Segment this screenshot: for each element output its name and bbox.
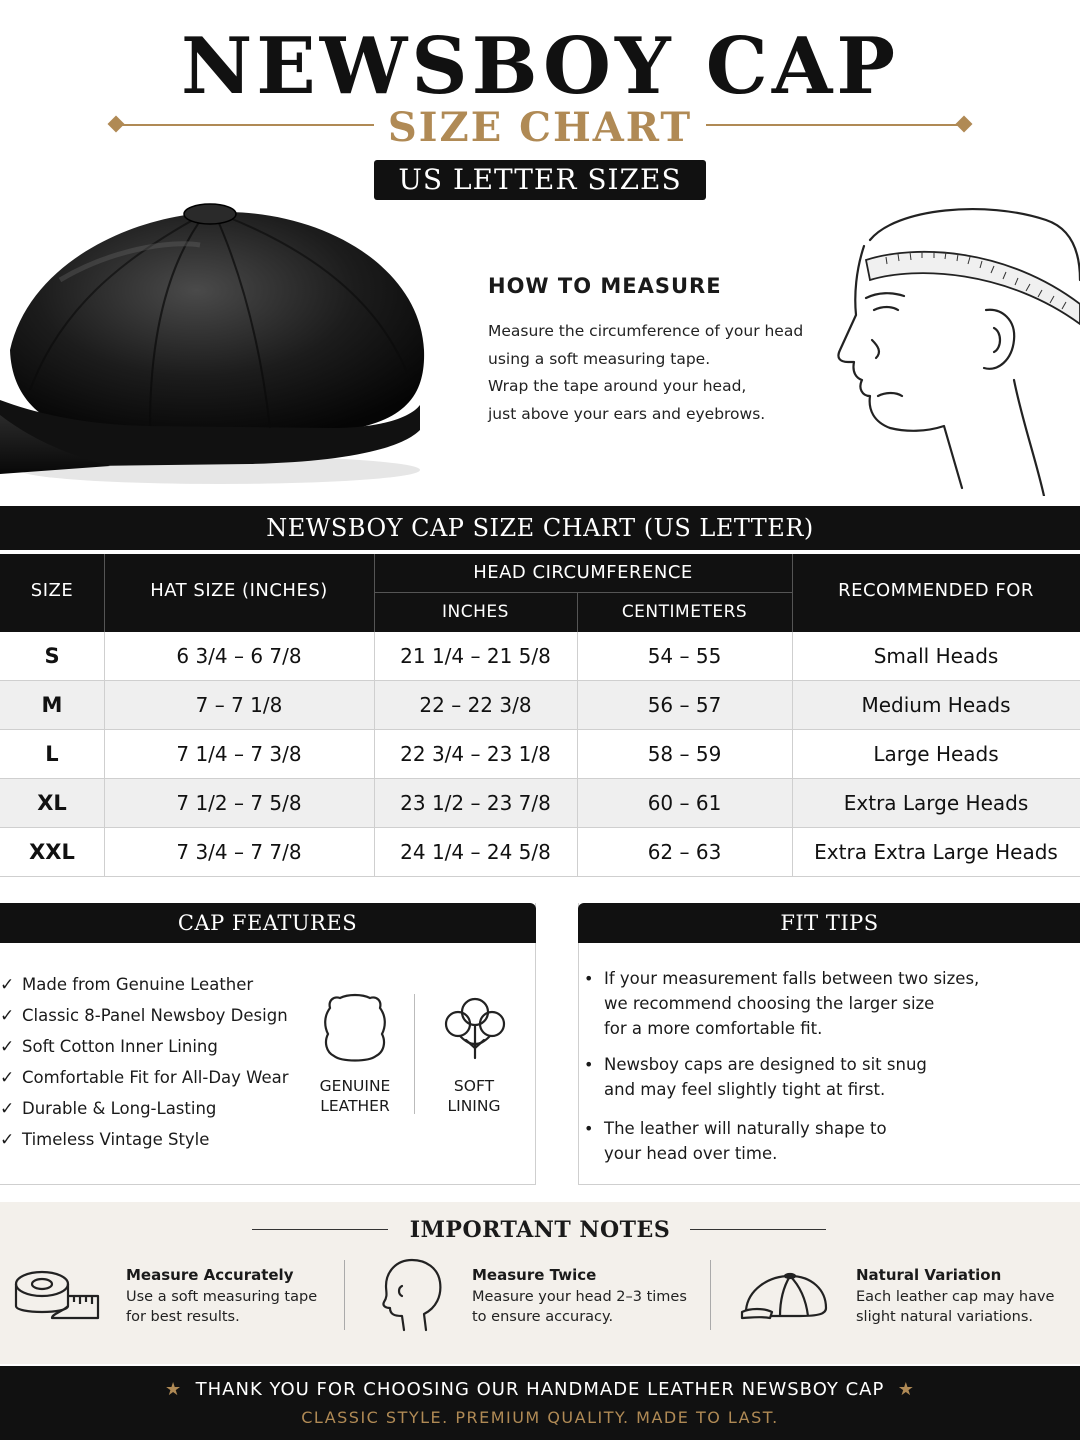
page-subtitle: SIZE CHART (387, 104, 693, 151)
note-text (472, 1287, 687, 1327)
column-divider (104, 779, 105, 828)
size-chart-title: NEWSBOY CAP SIZE CHART (US LETTER) (0, 506, 1080, 550)
tip-line: If your measurement falls between two sizes, (604, 969, 980, 988)
list-item (0, 1063, 310, 1093)
icon-label-line: LEATHER (320, 1097, 390, 1115)
table-row (0, 681, 1080, 730)
cell-centimeters: 62 – 63 (647, 840, 722, 864)
notes-divider (344, 1260, 345, 1330)
column-divider (104, 730, 105, 779)
icon-label-line: GENUINE (319, 1077, 391, 1095)
cell-centimeters: 58 – 59 (647, 742, 722, 766)
tip-line: and may feel slightly tight at first. (604, 1080, 886, 1099)
size-system-badge: US LETTER SIZES (374, 160, 706, 200)
measure-line: using a soft measuring tape. (488, 349, 711, 368)
cell-size: XL (37, 791, 67, 815)
column-header-centimeters: CENTIMETERS (621, 602, 748, 622)
column-divider (104, 828, 105, 877)
notes-right-rule (690, 1229, 826, 1230)
column-divider (577, 730, 578, 779)
fit-tip (584, 966, 1014, 1041)
column-divider (104, 681, 105, 730)
leather-hide-icon (320, 992, 390, 1064)
note-line: for best results. (126, 1309, 240, 1325)
icon-label-line: LINING (447, 1097, 501, 1115)
column-divider (374, 632, 375, 681)
soft-lining-label (414, 1076, 534, 1116)
feature-text: Durable & Long-Lasting (22, 1099, 217, 1118)
feature-text: Classic 8-Panel Newsboy Design (22, 1006, 288, 1025)
footer-thank-you (0, 1376, 1080, 1404)
important-notes-title: IMPORTANT NOTES (409, 1217, 671, 1243)
star-icon: ★ (897, 1379, 915, 1400)
cell-recommended: Small Heads (873, 644, 999, 668)
cell-inches: 22 3/4 – 23 1/8 (400, 742, 551, 766)
tip-line: your head over time. (604, 1144, 778, 1163)
list-item (0, 1094, 310, 1124)
cell-size: M (41, 693, 63, 717)
tip-line: for a more comfortable fit. (604, 1019, 823, 1038)
column-header-hat-size: HAT SIZE (INCHES) (150, 580, 328, 601)
bullet-icon: • (584, 969, 594, 988)
tip-line: Newsboy caps are designed to sit snug (604, 1055, 927, 1074)
cotton-flower-icon (440, 992, 510, 1064)
column-header-head-circumference: HEAD CIRCUMFERENCE (473, 562, 693, 583)
check-icon: ✓ (0, 1130, 15, 1150)
column-divider (792, 730, 793, 779)
column-divider (792, 632, 793, 681)
note-line: Use a soft measuring tape (126, 1289, 318, 1305)
footer-tagline: CLASSIC STYLE. PREMIUM QUALITY. MADE TO LAST. (301, 1408, 779, 1427)
check-icon: ✓ (0, 1037, 15, 1057)
table-row (0, 779, 1080, 828)
head-measuring-illustration (826, 200, 1080, 496)
cell-size: S (44, 644, 60, 668)
note-line: Each leather cap may have (856, 1289, 1055, 1305)
column-divider (577, 681, 578, 730)
note-text (126, 1287, 317, 1327)
bullet-icon: • (584, 1119, 594, 1138)
cell-centimeters: 54 – 55 (647, 644, 722, 668)
fit-tip (584, 1052, 1014, 1102)
subheader-divider (374, 592, 792, 593)
how-to-measure-title: HOW TO MEASURE (488, 274, 722, 298)
column-divider (792, 681, 793, 730)
cap-features-title: CAP FEATURES (0, 903, 536, 943)
cell-hat-size: 7 – 7 1/8 (195, 693, 283, 717)
column-header-size: SIZE (30, 580, 74, 601)
note-title: Measure Twice (472, 1266, 597, 1284)
table-row (0, 828, 1080, 877)
list-item (0, 1125, 310, 1155)
column-divider (577, 779, 578, 828)
icon-label-line: SOFT (453, 1077, 495, 1095)
cell-inches: 21 1/4 – 21 5/8 (400, 644, 551, 668)
footer-main-text: THANK YOU FOR CHOOSING OUR HANDMADE LEATHER NEWSBOY CAP (195, 1379, 885, 1400)
column-divider (374, 828, 375, 877)
note-line: to ensure accuracy. (472, 1309, 614, 1325)
note-title: Natural Variation (856, 1266, 1002, 1284)
check-icon: ✓ (0, 1006, 15, 1026)
leather-cap-illustration (0, 200, 430, 490)
cell-size: XXL (29, 840, 75, 864)
note-text (856, 1287, 1054, 1327)
head-profile-icon (380, 1258, 444, 1334)
cap-outline-icon (740, 1272, 830, 1322)
cell-recommended: Extra Large Heads (843, 791, 1029, 815)
fit-tip (584, 1116, 1014, 1166)
fit-tips-title: FIT TIPS (578, 903, 1080, 943)
list-item (0, 970, 310, 1000)
note-title: Measure Accurately (126, 1266, 294, 1284)
column-divider (374, 681, 375, 730)
table-row (0, 632, 1080, 681)
tip-line: we recommend choosing the larger size (604, 994, 935, 1013)
column-divider (792, 828, 793, 877)
measure-line: Measure the circumference of your head (488, 322, 804, 340)
tip-line: The leather will naturally shape to (604, 1119, 887, 1138)
note-line: slight natural variations. (856, 1309, 1034, 1325)
column-divider (374, 730, 375, 779)
measure-line: Wrap the tape around your head, (488, 377, 747, 395)
table-row (0, 730, 1080, 779)
column-divider (374, 779, 375, 828)
column-header-inches: INCHES (442, 602, 509, 622)
cell-inches: 24 1/4 – 24 5/8 (400, 840, 551, 864)
list-item (0, 1001, 310, 1031)
cell-centimeters: 56 – 57 (647, 693, 722, 717)
page-title: NEWSBOY CAP (180, 21, 900, 112)
notes-divider (710, 1260, 711, 1330)
column-divider (577, 828, 578, 877)
list-item (0, 1032, 310, 1062)
feature-text: Soft Cotton Inner Lining (22, 1037, 218, 1056)
bullet-icon: • (584, 1055, 594, 1074)
column-divider (792, 779, 793, 828)
column-divider (577, 632, 578, 681)
cell-hat-size: 7 1/4 – 7 3/8 (176, 742, 302, 766)
check-icon: ✓ (0, 1099, 15, 1119)
genuine-leather-label (295, 1076, 415, 1116)
cell-hat-size: 7 3/4 – 7 7/8 (176, 840, 302, 864)
star-icon: ★ (165, 1379, 183, 1400)
check-icon: ✓ (0, 975, 15, 995)
cell-hat-size: 7 1/2 – 7 5/8 (176, 791, 302, 815)
how-to-measure-text (488, 318, 818, 428)
feature-text: Comfortable Fit for All-Day Wear (22, 1068, 289, 1087)
measure-line: just above your ears and eyebrows. (488, 404, 766, 423)
feature-text: Made from Genuine Leather (22, 975, 254, 994)
column-header-recommended: RECOMMENDED FOR (838, 580, 1034, 601)
cell-size: L (45, 742, 59, 766)
measuring-tape-icon (12, 1266, 102, 1326)
note-line: Measure your head 2–3 times (472, 1289, 687, 1305)
cell-inches: 23 1/2 – 23 7/8 (400, 791, 551, 815)
size-chart-header (0, 554, 1080, 632)
feature-text: Timeless Vintage Style (22, 1130, 210, 1149)
column-divider (104, 632, 105, 681)
cell-hat-size: 6 3/4 – 6 7/8 (176, 644, 302, 668)
cell-recommended: Large Heads (873, 742, 999, 766)
cell-recommended: Extra Extra Large Heads (814, 840, 1058, 864)
check-icon: ✓ (0, 1068, 15, 1088)
cell-recommended: Medium Heads (861, 693, 1011, 717)
cell-centimeters: 60 – 61 (647, 791, 722, 815)
cell-inches: 22 – 22 3/8 (419, 693, 532, 717)
